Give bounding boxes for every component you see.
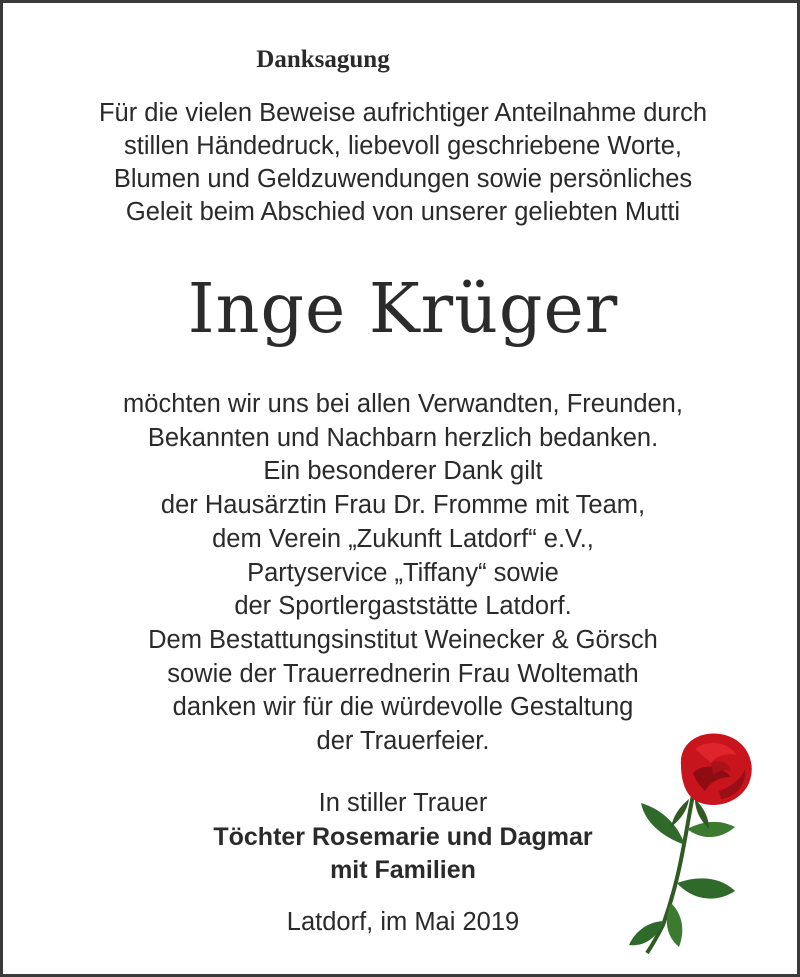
- heading: Danksagung: [256, 46, 390, 73]
- body-line: sowie der Trauerrednerin Frau Woltemath: [167, 659, 639, 688]
- body-line: der Hausärztin Frau Dr. Fromme mit Team,: [160, 491, 646, 520]
- intro-line: Geleit beim Abschied von unserer geliebten Mutti: [125, 198, 681, 226]
- body-line: danken wir für die würdevolle Gestaltung: [172, 693, 634, 722]
- body-line: der Trauerfeier.: [316, 727, 490, 756]
- deceased-name: Inge Krüger: [187, 270, 619, 349]
- intro-text: [3, 97, 800, 229]
- signature-intro: In stiller Trauer: [318, 789, 488, 817]
- signature-family: Töchter Rosemarie und Dagmar: [213, 823, 593, 851]
- body-line: der Sportlergaststätte Latdorf.: [234, 592, 572, 621]
- rose-icon: [623, 725, 773, 955]
- body-line: Bekannten und Nachbarn herzlich bedanken.: [147, 423, 659, 452]
- intro-line: Für die vielen Beweise aufrichtiger Anteilnahme durch: [98, 99, 708, 127]
- body-line: Dem Bestattungsinstitut Weinecker & Görsch: [148, 625, 658, 654]
- body-line: Ein besonderer Dank gilt: [263, 457, 543, 486]
- body-line: dem Verein „Zukunft Latdorf“ e.V.,: [212, 524, 594, 553]
- body-text: [3, 388, 800, 759]
- body-line: Partyservice „Tiffany“ sowie: [247, 558, 559, 587]
- intro-line: Blumen und Geldzuwendungen sowie persönliches: [113, 165, 693, 193]
- signature-families: mit Familien: [330, 856, 476, 884]
- place-date: Latdorf, im Mai 2019: [286, 908, 520, 936]
- body-line: möchten wir uns bei allen Verwandten, Freunden,: [123, 390, 683, 418]
- intro-line: stillen Händedruck, liebevoll geschriebene Worte,: [124, 132, 682, 160]
